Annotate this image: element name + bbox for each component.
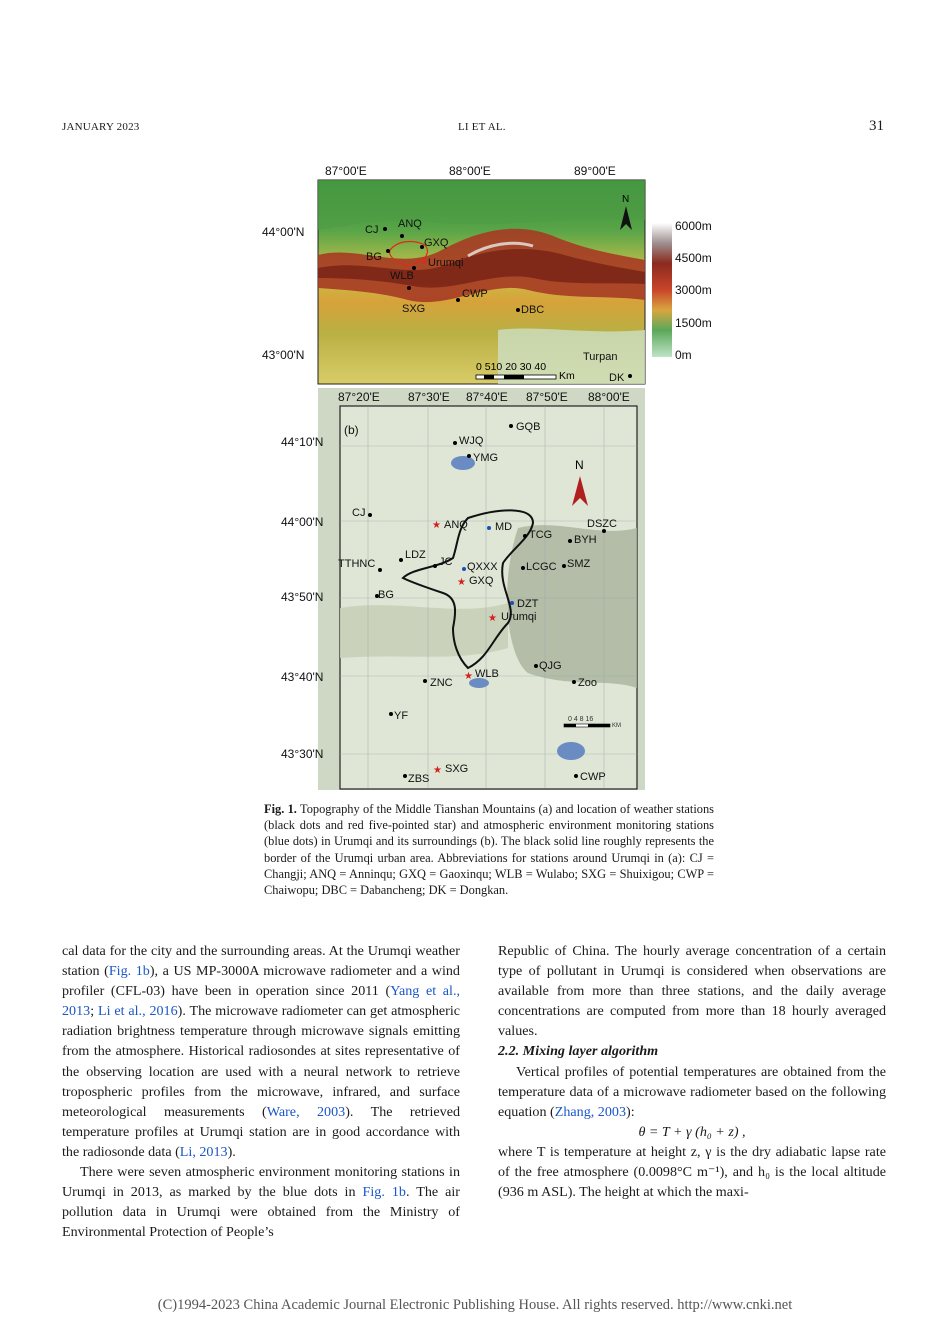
map-b-lat-label: 43°40'N: [281, 670, 324, 684]
map-b-lon-label: 87°40'E: [466, 390, 508, 404]
paragraph: cal data for the city and the surrounding areas. At the Urumqi weather station (Fig. 1b), a US MP-3000A microwave radiometer and a wind profiler (CFL-03) have been in operation since 2011 (Yang et al., 2013; Li et al., 2016). The microwave radiometer can get atmospheric radiation brightness temperature through microwave signals emitting from the atmosphere. Historical radiosondes at sites representative of the observing location are used with a neural network to retrieve tropospheric profiles from the microwave, infrared, and surface meteorological measurements (Ware, 2003). The retrieved temperature profiles at Urumqi station are in good accordance with the radiosonde data (Li, 2013).: [62, 943, 460, 1160]
urumqi-star-icon: ★: [420, 256, 429, 266]
map-a-lat-label: 44°00'N: [262, 225, 305, 239]
svg-text:0m: 0m: [675, 348, 692, 362]
map-a-station-turpan: Turpan: [583, 351, 618, 363]
map-b-station-qjg: QJG: [539, 660, 562, 672]
map-b-station-zbs: ZBS: [408, 773, 430, 785]
figure-link[interactable]: Fig. 1b: [362, 1184, 406, 1201]
star-icon: ★: [457, 577, 466, 588]
map-b-station-sxg: SXG: [445, 763, 469, 775]
map-b-lat-label: 44°10'N: [281, 435, 324, 449]
map-a-station-bg: BG: [366, 251, 382, 263]
map-b-station-anq: ANQ: [444, 519, 468, 531]
right-column: [498, 941, 886, 1202]
map-b-station-gqb: GQB: [516, 421, 541, 433]
map-b-station-zoo: Zoo: [578, 677, 597, 689]
map-b-station-gxq: GXQ: [469, 575, 494, 587]
map-a-station-wlb: WLB: [390, 270, 414, 282]
svg-text:6000m: 6000m: [675, 219, 712, 233]
running-header-date: JANUARY 2023: [62, 121, 140, 133]
panel-b-label: (b): [344, 423, 359, 437]
figure-link[interactable]: Fig. 1b: [108, 963, 150, 980]
figure-1b-urumqi-station-map: [281, 388, 645, 790]
map-b-station-byh: BYH: [574, 534, 597, 546]
figure-caption: [264, 801, 714, 898]
map-b-station-znc: ZNC: [430, 677, 453, 689]
svg-text:0 4 8 16: 0 4 8 16: [568, 716, 594, 723]
map-b-station-ymg: YMG: [473, 452, 499, 464]
map-b-station-md: MD: [495, 521, 513, 533]
map-a-station-dk: DK: [609, 372, 625, 384]
map-b-station-urumqi: Urumqi: [501, 611, 537, 623]
equation: θ = T + γ (h₀ + z) ,: [638, 1123, 746, 1140]
map-b-station-wjq: WJQ: [459, 435, 484, 447]
citation-link[interactable]: Zhang, 2003: [554, 1103, 626, 1120]
elevation-legend: [652, 219, 712, 362]
svg-text:N: N: [575, 458, 584, 472]
running-header-authors: LI ET AL.: [458, 121, 506, 133]
svg-text:0 510 20 30 40: 0 510 20 30 40: [476, 361, 547, 373]
map-b-station-dszc: DSZC: [587, 518, 617, 530]
map-b-lat-label: 44°00'N: [281, 515, 324, 529]
star-icon: ★: [433, 765, 442, 776]
citation-link[interactable]: Ware, 2003: [266, 1103, 346, 1120]
section-heading: 2.2. Mixing layer algorithm: [498, 1043, 659, 1060]
map-b-station-cj: CJ: [352, 507, 366, 519]
citation-link[interactable]: Li et al., 2016: [97, 1003, 178, 1020]
svg-text:4500m: 4500m: [675, 251, 712, 265]
map-a-station-sxg: SXG: [402, 303, 426, 315]
map-b-station-wlb: WLB: [475, 668, 499, 680]
map-b-station-tthnc: TTHNC: [338, 558, 376, 570]
svg-text:N: N: [622, 194, 630, 205]
copyright-footer: (C)1994-2023 China Academic Journal Electronic Publishing House. All rights reserved. http://www.cnki.net: [157, 1297, 793, 1313]
map-b-station-yf: YF: [394, 710, 409, 722]
caption-label: Fig. 1.: [264, 802, 297, 816]
map-a-station-dbc: DBC: [521, 304, 545, 316]
svg-text:3000m: 3000m: [675, 283, 712, 297]
map-b-station-cwp: CWP: [580, 771, 606, 783]
map-b-lon-label: 88°00'E: [588, 390, 630, 404]
map-b-lat-label: 43°50'N: [281, 590, 324, 604]
map-a-station-urumqi: Urumqi: [428, 257, 464, 269]
paragraph: where T is temperature at height z, γ is the dry adiabatic lapse rate of the free atmosphere (0.0098°C m⁻¹), and h₀ is the local altitude (936 m ASL). The height at which the maxi-: [498, 1143, 886, 1201]
map-b-station-dzt: DZT: [517, 598, 539, 610]
map-b-lon-label: 87°30'E: [408, 390, 450, 404]
page-number: 31: [869, 118, 884, 134]
map-a-station-cwp: CWP: [462, 288, 488, 300]
map-a-lon-label: 87°00'E: [325, 164, 367, 178]
map-b-station-tcg: TCG: [529, 529, 553, 541]
map-a-lon-label: 88°00'E: [449, 164, 491, 178]
svg-text:KM: KM: [612, 723, 621, 729]
map-a-station-gxq: GXQ: [424, 237, 449, 249]
figure-1a-topography-map: [262, 160, 712, 385]
map-a-lon-label: 89°00'E: [574, 164, 616, 178]
map-b-station-smz: SMZ: [567, 558, 591, 570]
map-b-station-bg: BG: [378, 589, 394, 601]
paragraph: There were seven atmospheric environment monitoring stations in Urumqi in 2013, as marked by the blue dots in Fig. 1b. The air pollution data in Urumqi were obtained from the Ministry of Environmental Protection of People’s: [62, 1164, 460, 1241]
map-b-station-ldz: LDZ: [405, 549, 426, 561]
star-icon: ★: [432, 520, 441, 531]
caption-text: Topography of the Middle Tianshan Mountains (a) and location of weather stations (black dots and red five-pointed star) and atmospheric environment monitoring stations (blue dots) in Urumqi and its surroundings (b). The black solid line roughly represents the border of the Urumqi urban area. Abbreviations for stations around Urumqi in (a): CJ = Changji; ANQ = Anninqu; GXQ = Gaoxinqu; WLB = Wulabo; SXG = Shuixigou; CWP = Chaiwopu; DBC = Dabancheng; DK = Dongkan.: [264, 802, 715, 898]
left-column: [62, 941, 460, 1242]
map-b-lon-label: 87°50'E: [526, 390, 568, 404]
map-b-station-lcgc: LCGC: [526, 561, 557, 573]
map-b-station-qxxx: QXXX: [467, 561, 498, 573]
paragraph: Vertical profiles of potential temperatures are obtained from the temperature data of a microwave radiometer based on the following equation (Zhang, 2003):: [498, 1063, 886, 1120]
citation-link[interactable]: Yang et al., 2013: [62, 983, 460, 1020]
star-icon: ★: [488, 613, 497, 624]
star-icon: ★: [464, 671, 473, 682]
svg-text:1500m: 1500m: [675, 316, 712, 330]
map-b-lon-label: 87°20'E: [338, 390, 380, 404]
map-a-station-cj: CJ: [365, 224, 379, 236]
map-a-lat-label: 43°00'N: [262, 348, 305, 362]
map-b-lat-label: 43°30'N: [281, 747, 324, 761]
paragraph: Republic of China. The hourly average concentration of a certain type of pollutant in Urumqi is considered when observations are available from more than three stations, and the daily average concentrations are computed from more than 18 hourly averaged values.: [498, 943, 886, 1040]
svg-text:Km: Km: [559, 370, 575, 382]
citation-link[interactable]: Li, 2013: [179, 1143, 228, 1160]
map-b-station-jc: JC: [439, 556, 453, 568]
map-a-station-anq: ANQ: [398, 218, 422, 230]
